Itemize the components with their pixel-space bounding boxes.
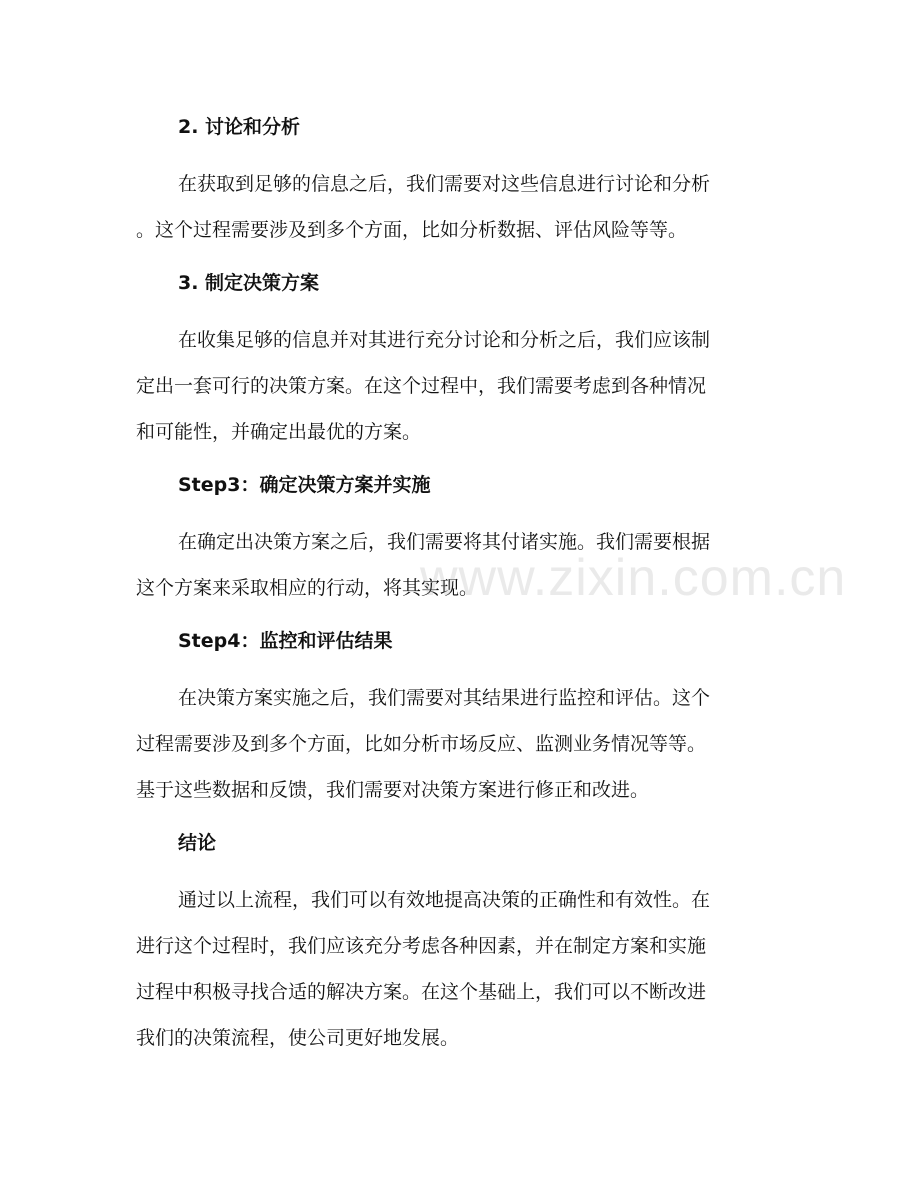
paragraph-line: 通过以上流程，我们可以有效地提高决策的正确性和有效性。在 <box>178 889 711 911</box>
paragraph-line: 在获取到足够的信息之后，我们需要对这些信息进行讨论和分析 <box>178 173 711 195</box>
section-paragraph-step4 <box>136 675 768 813</box>
section-paragraph-plan <box>136 317 768 455</box>
paragraph-line: 在确定出决策方案之后，我们需要将其付诸实施。我们需要根据 <box>178 531 711 553</box>
paragraph-line: 和可能性，并确定出最优的方案。 <box>136 421 422 443</box>
paragraph-line: 基于这些数据和反馈，我们需要对决策方案进行修正和改进。 <box>136 779 650 801</box>
section-heading-step3: Step3：确定决策方案并实施 <box>178 474 431 496</box>
paragraph-line: 在决策方案实施之后，我们需要对其结果进行监控和评估。这个 <box>178 687 711 709</box>
section-paragraph-conclusion <box>136 877 768 1061</box>
section-paragraph-discussion <box>136 161 768 253</box>
section-heading-discussion: 2. 讨论和分析 <box>178 116 301 138</box>
paragraph-line: 过程中积极寻找合适的解决方案。在这个基础上，我们可以不断改进 <box>136 981 707 1003</box>
paragraph-line: 我们的决策流程，使公司更好地发展。 <box>136 1027 460 1049</box>
section-paragraph-step3 <box>136 519 768 611</box>
paragraph-line: 。这个过程需要涉及到多个方面，比如分析数据、评估风险等等。 <box>136 219 688 241</box>
watermark-text: www.zixin.com.cn <box>420 549 847 607</box>
paragraph-line: 在收集足够的信息并对其进行充分讨论和分析之后，我们应该制 <box>178 329 711 351</box>
section-heading-plan: 3. 制定决策方案 <box>178 272 320 294</box>
paragraph-line: 定出一套可行的决策方案。在这个过程中，我们需要考虑到各种情况 <box>136 375 707 397</box>
paragraph-line: 过程需要涉及到多个方面，比如分析市场反应、监测业务情况等等。 <box>136 733 707 755</box>
paragraph-line: 进行这个过程时，我们应该充分考虑各种因素，并在制定方案和实施 <box>136 935 707 957</box>
paragraph-line: 这个方案来采取相应的行动，将其实现。 <box>136 577 479 599</box>
section-heading-step4: Step4：监控和评估结果 <box>178 630 393 652</box>
section-heading-conclusion: 结论 <box>178 832 217 854</box>
